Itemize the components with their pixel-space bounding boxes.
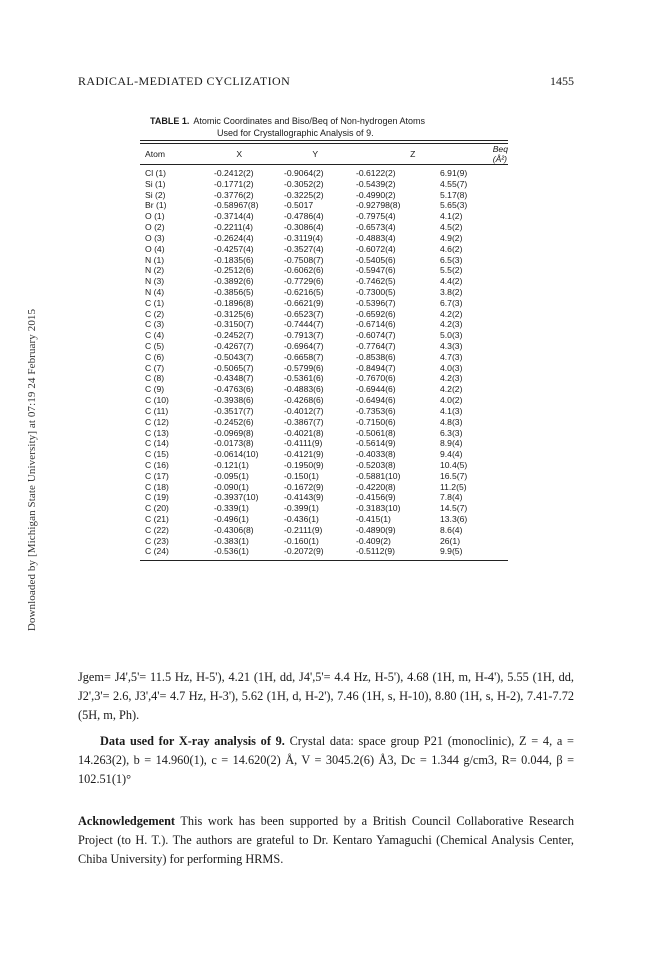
cell-y: -0.5799(6)	[284, 362, 324, 373]
cell-beq: 4.4(2)	[440, 276, 463, 287]
table-row	[140, 536, 508, 547]
cell-atom: C (12)	[145, 416, 169, 427]
cell-atom: C (19)	[145, 492, 169, 503]
cell-beq: 4.2(2)	[440, 384, 463, 395]
table-row	[140, 211, 508, 222]
col-header-x: X	[236, 149, 243, 159]
cell-x: -0.1835(6)	[214, 254, 254, 265]
table-row	[140, 179, 508, 190]
cell-atom: O (4)	[145, 243, 165, 254]
cell-atom: C (5)	[145, 341, 165, 351]
cell-y: -0.5017	[284, 200, 314, 211]
cell-z: -0.6072(4)	[356, 243, 396, 254]
cell-beq: 8.9(4)	[440, 438, 463, 449]
cell-z: -0.6714(6)	[356, 319, 396, 330]
acknowledgement-text: This work has been supported by a British Council Collaborative Research Project (to H. T.). The authors are grateful to Dr. Kentaro Yamaguchi (Chemical Analysis Center, Chiba University) for performing HRMS.	[78, 814, 574, 866]
table-bottom-rule	[140, 560, 508, 561]
cell-atom: C (15)	[145, 449, 169, 460]
cell-z: -0.6573(4)	[356, 222, 396, 233]
page-number: 1455	[550, 74, 574, 88]
table-row	[140, 265, 508, 276]
cell-beq: 13.3(6)	[440, 514, 468, 524]
cell-atom: C (11)	[145, 405, 169, 416]
cell-x: -0.4267(7)	[214, 341, 254, 351]
table-row	[140, 298, 508, 309]
table-row	[140, 190, 508, 201]
cell-atom: O (3)	[145, 232, 165, 243]
cell-y: -0.7444(7)	[284, 319, 324, 330]
xray-data-text: Crystal data: space group P21 (monoclinic), Z = 4, a = 14.263(2), b = 14.960(1), c = 14.620(2) Å, V = 3045.2(6) Å3, Dc = 1.344 g/cm3, R= 0.044, β = 102.51(1)°	[78, 734, 574, 786]
cell-x: -0.2512(6)	[214, 265, 254, 276]
cell-atom: C (20)	[145, 503, 169, 514]
cell-atom: C (24)	[145, 546, 169, 557]
cell-atom: Si (2)	[145, 189, 166, 200]
download-watermark-text: Downloaded by [Michigan State University] at 07:19 24 February 2015	[26, 308, 38, 632]
cell-beq: 4.1(2)	[440, 211, 463, 222]
cell-z: -0.6074(7)	[356, 330, 396, 341]
table-row	[140, 244, 508, 255]
cell-atom: N (4)	[145, 286, 165, 297]
table-row	[140, 255, 508, 266]
cell-beq: 6.3(3)	[440, 427, 463, 438]
cell-atom: C (2)	[145, 308, 165, 319]
table-row	[140, 395, 508, 406]
cell-y: -0.150(1)	[284, 470, 319, 481]
cell-y: -0.7913(7)	[284, 330, 324, 341]
table-header-row	[140, 144, 508, 164]
cell-beq: 4.7(3)	[440, 351, 463, 362]
cell-beq: 3.8(2)	[440, 286, 463, 297]
cell-z: -0.4990(2)	[356, 189, 396, 200]
cell-beq: 4.5(2)	[440, 222, 463, 233]
cell-beq: 7.8(4)	[440, 492, 463, 503]
cell-atom: C (21)	[145, 514, 169, 524]
cell-beq: 26(1)	[440, 535, 461, 546]
cell-beq: 16.5(7)	[440, 470, 468, 481]
cell-beq: 4.2(3)	[440, 373, 463, 384]
table-row	[140, 482, 508, 493]
cell-z: -0.5061(8)	[356, 427, 396, 438]
coordinates-table	[140, 144, 508, 164]
cell-y: -0.2111(9)	[284, 524, 323, 535]
table-row	[140, 309, 508, 320]
cell-y: -0.6523(7)	[284, 308, 324, 319]
cell-z: -0.6592(6)	[356, 308, 396, 319]
cell-x: -0.3517(7)	[214, 405, 254, 416]
cell-z: -0.4156(9)	[356, 492, 396, 503]
cell-y: -0.3225(2)	[284, 189, 324, 200]
cell-beq: 5.5(2)	[440, 265, 463, 276]
col-header-y: Y	[312, 149, 319, 159]
download-watermark	[22, 210, 42, 730]
nmr-data-paragraph	[78, 668, 574, 725]
cell-atom: Br (1)	[145, 200, 167, 211]
table-row	[140, 222, 508, 233]
cell-beq: 5.0(3)	[440, 330, 463, 341]
cell-y: -0.4786(4)	[284, 211, 324, 222]
cell-z: -0.4883(4)	[356, 232, 396, 243]
table-row	[140, 276, 508, 287]
cell-z: -0.7975(4)	[356, 211, 396, 222]
table-row	[140, 438, 508, 449]
cell-z: -0.7300(5)	[356, 286, 396, 297]
cell-y: -0.4883(6)	[284, 384, 324, 395]
cell-atom: C (8)	[145, 373, 165, 384]
cell-beq: 6.5(3)	[440, 254, 463, 265]
cell-x: -0.3776(2)	[214, 189, 254, 200]
table-row	[140, 449, 508, 460]
cell-atom: C (22)	[145, 524, 169, 535]
cell-x: -0.3856(5)	[214, 286, 254, 297]
cell-beq: 9.9(5)	[440, 546, 463, 557]
cell-x: -0.090(1)	[214, 481, 249, 492]
cell-beq: 11.2(5)	[440, 481, 467, 492]
cell-beq: 4.0(2)	[440, 395, 463, 406]
cell-z: -0.3183(10)	[356, 503, 401, 514]
page-header	[78, 74, 574, 89]
cell-z: -0.5439(2)	[356, 178, 396, 189]
cell-y: -0.3052(2)	[284, 178, 324, 189]
cell-z: -0.4220(8)	[356, 481, 396, 492]
cell-y: -0.7508(7)	[284, 254, 324, 265]
table-row	[140, 503, 508, 514]
cell-atom: C (16)	[145, 459, 169, 470]
cell-y: -0.4012(7)	[284, 405, 324, 416]
cell-atom: C (7)	[145, 362, 165, 373]
cell-z: -0.7670(6)	[356, 373, 396, 384]
cell-atom: C (13)	[145, 427, 169, 438]
coordinates-table-wrapper	[140, 140, 508, 561]
cell-y: -0.399(1)	[284, 503, 319, 514]
cell-beq: 8.6(4)	[440, 524, 463, 535]
cell-x: -0.2452(7)	[214, 330, 254, 341]
table-row	[140, 428, 508, 439]
cell-z: -0.5396(7)	[356, 297, 396, 308]
cell-x: -0.3937(10)	[214, 492, 259, 503]
cell-z: -0.415(1)	[356, 514, 391, 524]
cell-x: -0.496(1)	[214, 514, 249, 524]
cell-x: -0.1896(8)	[214, 297, 254, 308]
cell-x: -0.383(1)	[214, 535, 249, 546]
cell-y: -0.4121(9)	[284, 449, 324, 460]
cell-y: -0.4268(6)	[284, 395, 324, 406]
cell-z: -0.5112(9)	[356, 546, 396, 557]
cell-x: -0.4306(8)	[214, 524, 254, 535]
acknowledgement-paragraph	[78, 812, 574, 869]
cell-x: -0.5043(7)	[214, 351, 254, 362]
cell-x: -0.0969(8)	[214, 427, 254, 438]
table-row	[140, 373, 508, 384]
table-row	[140, 165, 508, 179]
cell-x: -0.2211(4)	[214, 222, 254, 233]
cell-beq: 4.55(7)	[440, 178, 468, 189]
table-row	[140, 287, 508, 298]
cell-z: -0.6122(2)	[356, 168, 396, 178]
cell-x: -0.4348(7)	[214, 373, 254, 384]
cell-z: -0.4890(9)	[356, 524, 396, 535]
cell-atom: C (14)	[145, 438, 169, 449]
table-row	[140, 492, 508, 503]
cell-x: -0.3125(6)	[214, 308, 254, 319]
cell-x: -0.4257(4)	[214, 243, 254, 254]
cell-beq: 5.65(3)	[440, 200, 468, 211]
cell-beq: 4.6(2)	[440, 243, 463, 254]
cell-beq: 4.0(3)	[440, 362, 463, 373]
cell-z: -0.7353(6)	[356, 405, 396, 416]
cell-x: -0.4763(6)	[214, 384, 254, 395]
cell-x: -0.095(1)	[214, 470, 249, 481]
cell-y: -0.436(1)	[284, 514, 319, 524]
coordinates-table-body	[140, 165, 508, 557]
cell-x: -0.1771(2)	[214, 178, 254, 189]
cell-z: -0.5881(10)	[356, 470, 401, 481]
cell-beq: 6.91(9)	[440, 168, 468, 178]
cell-y: -0.3119(4)	[284, 232, 324, 243]
cell-beq: 14.5(7)	[440, 503, 468, 514]
cell-atom: N (3)	[145, 276, 165, 287]
cell-atom: O (2)	[145, 222, 165, 233]
cell-y: -0.6621(9)	[284, 297, 324, 308]
cell-x: -0.121(1)	[214, 459, 249, 470]
cell-z: -0.409(2)	[356, 535, 391, 546]
cell-beq: 4.8(3)	[440, 416, 463, 427]
cell-z: -0.92798(8)	[356, 200, 401, 211]
cell-atom: N (2)	[145, 265, 165, 276]
cell-z: -0.8538(6)	[356, 351, 396, 362]
cell-z: -0.7764(7)	[356, 341, 396, 351]
cell-y: -0.9064(2)	[284, 168, 324, 178]
acknowledgement-heading: Acknowledgement	[78, 814, 176, 828]
cell-y: -0.6964(7)	[284, 341, 324, 351]
cell-atom: C (4)	[145, 330, 165, 341]
cell-y: -0.4021(8)	[284, 427, 324, 438]
table-caption-line2: Used for Crystallographic Analysis of 9.	[217, 128, 374, 138]
table-caption	[150, 115, 530, 139]
cell-atom: C (3)	[145, 319, 165, 330]
cell-atom: N (1)	[145, 254, 165, 265]
cell-y: -0.1950(9)	[284, 459, 324, 470]
cell-atom: C (17)	[145, 470, 169, 481]
cell-atom: C (1)	[145, 297, 165, 308]
table-row	[140, 330, 508, 341]
cell-z: -0.6494(6)	[356, 395, 396, 406]
cell-atom: Si (1)	[145, 178, 166, 189]
cell-y: -0.1672(9)	[284, 481, 324, 492]
cell-beq: 4.9(2)	[440, 232, 463, 243]
table-row	[140, 417, 508, 428]
cell-z: -0.5405(6)	[356, 254, 396, 265]
cell-atom: C (10)	[145, 395, 169, 406]
cell-z: -0.5947(6)	[356, 265, 396, 276]
cell-beq: 4.2(2)	[440, 308, 463, 319]
cell-y: -0.6216(5)	[284, 286, 324, 297]
cell-x: -0.0173(8)	[214, 438, 254, 449]
nmr-data-text: Jgem= J4',5'= 11.5 Hz, H-5'), 4.21 (1H, dd, J4',5'= 4.4 Hz, H-5'), 4.68 (1H, m, H-4'), 5.55 (1H, dd, J2',3'= 2.6, J3',4'= 4.7 Hz, H-3'), 5.62 (1H, d, H-2'), 7.46 (1H, s, H-10), 8.80 (1H, s, H-2), 7.41-7.72 (5H, m, Ph).	[78, 670, 574, 722]
table-row	[140, 514, 508, 525]
table-row	[140, 546, 508, 557]
col-header-atom: Atom	[145, 149, 166, 159]
cell-x: -0.339(1)	[214, 503, 249, 514]
col-header-beq: Beq (Å²)	[492, 144, 508, 164]
cell-x: -0.2624(4)	[214, 232, 254, 243]
table-row	[140, 384, 508, 395]
cell-beq: 4.1(3)	[440, 405, 463, 416]
cell-beq: 9.4(4)	[440, 449, 463, 460]
col-header-z: Z	[410, 149, 416, 159]
cell-y: -0.160(1)	[284, 535, 319, 546]
cell-x: -0.3714(4)	[214, 211, 254, 222]
cell-y: -0.3527(4)	[284, 243, 324, 254]
cell-atom: C (18)	[145, 481, 169, 492]
cell-z: -0.7150(6)	[356, 416, 396, 427]
table-row	[140, 319, 508, 330]
cell-z: -0.5614(9)	[356, 438, 396, 449]
cell-y: -0.6062(6)	[284, 265, 324, 276]
table-row	[140, 341, 508, 352]
cell-z: -0.4033(8)	[356, 449, 396, 460]
table-caption-line1: Atomic Coordinates and Biso/Beq of Non-hydrogen Atoms	[193, 116, 425, 126]
cell-x: -0.3938(6)	[214, 395, 254, 406]
cell-beq: 4.3(3)	[440, 341, 463, 351]
xray-data-paragraph	[78, 732, 574, 789]
table-row	[140, 406, 508, 417]
cell-x: -0.2412(2)	[214, 168, 254, 178]
cell-y: -0.6658(7)	[284, 351, 324, 362]
table-row	[140, 200, 508, 211]
cell-x: -0.5065(7)	[214, 362, 254, 373]
cell-atom: Cl (1)	[145, 168, 167, 178]
cell-atom: O (1)	[145, 211, 165, 222]
cell-z: -0.7462(5)	[356, 276, 396, 287]
cell-atom: C (6)	[145, 351, 165, 362]
cell-x: -0.2452(6)	[214, 416, 254, 427]
table-row	[140, 233, 508, 244]
running-head: RADICAL-MEDIATED CYCLIZATION	[78, 74, 291, 88]
table-row	[140, 352, 508, 363]
table-caption-lead: TABLE 1.	[150, 116, 190, 126]
cell-z: -0.6944(6)	[356, 384, 396, 395]
cell-x: -0.3892(6)	[214, 276, 254, 287]
cell-y: -0.4111(9)	[284, 438, 323, 449]
cell-beq: 6.7(3)	[440, 297, 463, 308]
cell-y: -0.3867(7)	[284, 416, 324, 427]
cell-x: -0.3150(7)	[214, 319, 254, 330]
cell-y: -0.3086(4)	[284, 222, 324, 233]
cell-atom: C (9)	[145, 384, 165, 395]
cell-atom: C (23)	[145, 535, 169, 546]
cell-y: -0.5361(6)	[284, 373, 324, 384]
cell-x: -0.0614(10)	[214, 449, 259, 460]
table-row	[140, 471, 508, 482]
cell-x: -0.536(1)	[214, 546, 249, 557]
cell-z: -0.8494(7)	[356, 362, 396, 373]
table-row	[140, 460, 508, 471]
cell-beq: 5.17(8)	[440, 189, 468, 200]
table-row	[140, 525, 508, 536]
cell-y: -0.4143(9)	[284, 492, 324, 503]
cell-z: -0.5203(8)	[356, 459, 396, 470]
cell-y: -0.7729(6)	[284, 276, 324, 287]
cell-beq: 10.4(5)	[440, 459, 468, 470]
cell-x: -0.58967(8)	[214, 200, 259, 211]
xray-data-heading: Data used for X-ray analysis of 9.	[100, 734, 285, 748]
cell-beq: 4.2(3)	[440, 319, 463, 330]
cell-y: -0.2072(9)	[284, 546, 324, 557]
table-row	[140, 363, 508, 374]
